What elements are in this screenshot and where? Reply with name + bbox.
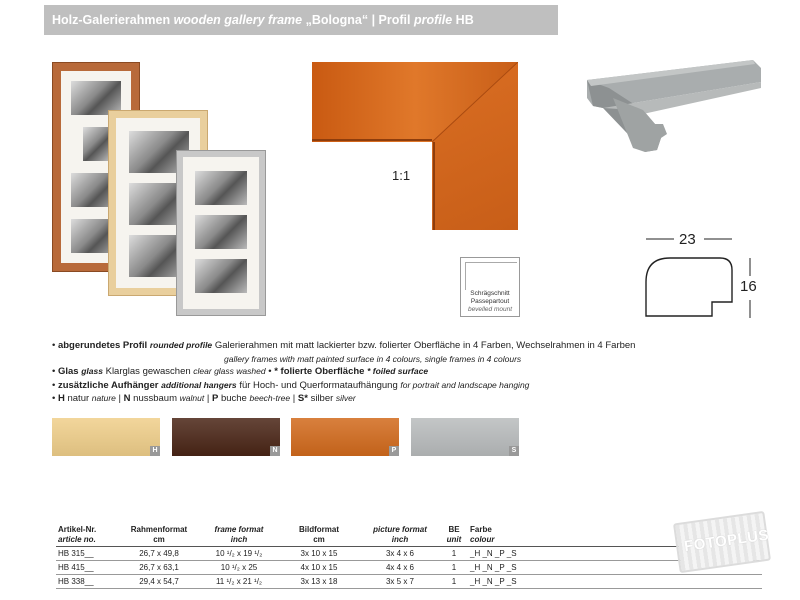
- table-row: [56, 575, 762, 589]
- header-bar: [44, 5, 558, 35]
- bevel-de1: Schrägschnitt: [470, 290, 510, 297]
- th-farbe-en: colour: [470, 535, 495, 544]
- bevel-inner-corner: [465, 262, 517, 290]
- desc-l3-en: additional hangers: [161, 379, 237, 390]
- desc-l2-bold: Glas: [57, 366, 79, 377]
- colour-code-h: H: [57, 393, 65, 404]
- colour-code-p: P: [211, 393, 219, 404]
- desc-line-1: • abgerundetes Profil rounded profile Galerierahmen mit matt lackierter bzw. folierter Oberfläche in 4 Farben, Wechselrahmen in 4 Farben: [52, 340, 636, 351]
- bevel-text: [460, 290, 520, 314]
- cell-pic-cm: 4x 10 x 15: [278, 561, 360, 575]
- profil-en: profile: [413, 13, 453, 27]
- colour-p-en: beech-tree: [249, 393, 291, 403]
- cell-pic-inch: 3x 5 x 7: [360, 575, 440, 589]
- frame-corner-sample: [312, 62, 518, 230]
- desc-l3-de: für Hoch- und Querformataufhängung: [239, 379, 398, 391]
- article-table: [56, 525, 762, 589]
- cell-pic-inch: 3x 4 x 6: [360, 547, 440, 561]
- cell-article: HB 315__: [56, 547, 118, 561]
- stamp-text: FOTOPLUS: [683, 526, 771, 556]
- profil-code: HB: [455, 13, 474, 27]
- cell-frame-inch: 10 ¹/₂ x 25: [200, 561, 278, 575]
- colour-h-de: natur: [67, 393, 90, 404]
- dimension-height: 16: [740, 278, 757, 295]
- th-pic-cm: cm: [278, 535, 360, 547]
- cell-pic-inch: 4x 4 x 6: [360, 561, 440, 575]
- cell-colour: _H _N _P _S: [468, 561, 530, 575]
- sep-3: |: [292, 393, 296, 404]
- th-pic-de: Bildformat: [299, 525, 339, 534]
- desc-l3-en2: for portrait and landscape hanging: [400, 379, 530, 390]
- cell-colour: _H _N _P _S: [468, 547, 530, 561]
- table-header-row-1: [56, 525, 762, 535]
- sep-1: |: [118, 393, 121, 404]
- profil-de: Profil: [378, 13, 411, 27]
- swatch-tag-p: P: [389, 446, 399, 456]
- cell-be: 1: [440, 575, 468, 589]
- cell-pic-cm: 3x 13 x 18: [278, 575, 360, 589]
- th-pic-en: picture format: [373, 525, 427, 534]
- cell-frame-cm: 26,7 x 63,1: [118, 561, 200, 575]
- desc-line-3: • zusätzliche Aufhänger additional hangers für Hoch- und Querformataufhängung for portrait and landscape hanging: [52, 379, 530, 391]
- desc-l1-sub: gallery frames with matt painted surface in 4 colours, single frames in 4 colours: [224, 353, 522, 364]
- title-en: wooden gallery frame: [173, 13, 303, 27]
- swatch-tag-n: N: [270, 446, 280, 456]
- th-pic-inch: inch: [391, 535, 409, 544]
- cell-frame-inch: 10 ¹/₂ x 19 ¹/₂: [200, 547, 278, 561]
- description-block: [52, 339, 692, 406]
- desc-line-4: • H natur nature | N nussbaum walnut | P buche beech-tree | S* silber silver: [52, 393, 356, 404]
- th-farbe: Farbe: [470, 525, 492, 534]
- colour-p-de: buche: [220, 393, 247, 404]
- colour-code-s: S*: [297, 393, 308, 404]
- table-row: [56, 561, 762, 575]
- scale-label: 1:1: [392, 168, 411, 183]
- th-frame-en: frame format: [214, 525, 264, 534]
- table-row: [56, 547, 762, 561]
- bevel-de2: Passepartout: [470, 298, 510, 305]
- profile-3d-illustration: [583, 58, 763, 158]
- th-article-de: Artikel-Nr.: [58, 525, 97, 534]
- colour-code-n: N: [123, 393, 131, 404]
- desc-l1-en: rounded profile: [149, 340, 213, 350]
- cell-be: 1: [440, 561, 468, 575]
- cell-be: 1: [440, 547, 468, 561]
- swatch-tag-s: S: [509, 446, 519, 456]
- colour-h-en: nature: [91, 393, 116, 403]
- th-frame-inch: inch: [230, 535, 248, 544]
- desc-l2-bold2: * folierte Oberfläche: [274, 366, 365, 377]
- sep-2: |: [206, 393, 210, 404]
- swatch-beech: [291, 418, 399, 456]
- desc-l3-bold: zusätzliche Aufhänger: [57, 379, 159, 391]
- cell-article: HB 415__: [56, 561, 118, 575]
- frame-silver-photo: [176, 150, 266, 316]
- desc-l2-en2: clear glass washed: [193, 366, 266, 376]
- cell-colour: _H _N _P _S: [468, 575, 530, 589]
- colour-s-en: silver: [335, 393, 356, 403]
- desc-l1-de: Galerierahmen mit matt lackierter bzw. folierter Oberfläche in 4 Farben, Wechselrahmen in 4 Farben: [214, 340, 636, 351]
- title-name: „Bologna“: [305, 13, 369, 27]
- dimension-width: 23: [679, 231, 696, 248]
- cell-frame-cm: 26,7 x 49,8: [118, 547, 200, 561]
- cell-pic-cm: 3x 10 x 15: [278, 547, 360, 561]
- th-frame-cm: cm: [118, 535, 200, 547]
- table-header-row-2: [56, 535, 762, 547]
- desc-l1-bold: abgerundetes Profil: [57, 340, 148, 351]
- swatch-natural: [52, 418, 160, 456]
- cell-frame-inch: 11 ¹/₂ x 21 ¹/₂: [200, 575, 278, 589]
- th-be-en: unit: [446, 535, 462, 544]
- cell-frame-cm: 29,4 x 54,7: [118, 575, 200, 589]
- cell-article: HB 338__: [56, 575, 118, 589]
- bevel-en: bevelled mount: [467, 306, 513, 313]
- title-de: Holz-Galerierahmen: [52, 13, 171, 27]
- header-sep: |: [371, 13, 376, 27]
- desc-l2-de: Klarglas gewaschen: [105, 366, 191, 377]
- th-be: BE: [448, 525, 460, 534]
- desc-l2-en3: * foiled surface: [367, 366, 429, 376]
- colour-n-de: nussbaum: [133, 393, 177, 404]
- desc-l2-en: glass: [81, 366, 103, 376]
- desc-line-2: • Glas glass Klarglas gewaschen clear glass washed • * folierte Oberfläche * foiled surface: [52, 366, 429, 377]
- colour-s-de: silber: [310, 393, 334, 404]
- th-frame-de: Rahmenformat: [130, 525, 188, 534]
- swatch-tag-h: H: [150, 446, 160, 456]
- colour-n-en: walnut: [179, 393, 205, 403]
- swatch-silver: [411, 418, 519, 456]
- th-article-en: article no.: [58, 535, 96, 544]
- swatch-walnut: [172, 418, 280, 456]
